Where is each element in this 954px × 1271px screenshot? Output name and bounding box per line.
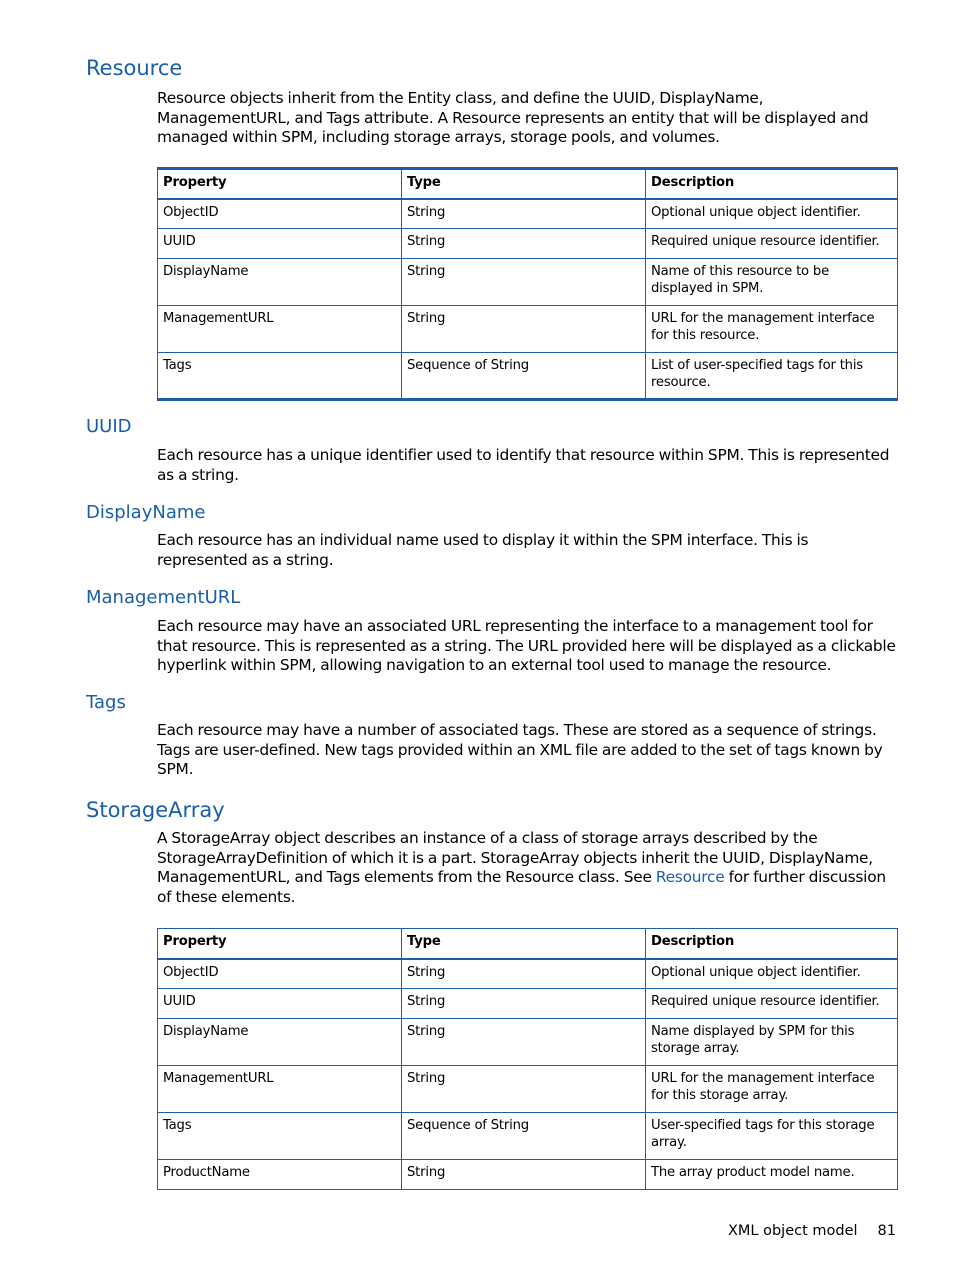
table-row <box>158 1113 898 1160</box>
resource-link[interactable]: Resource <box>655 868 725 887</box>
cell-description: URL for the management interface for this storage array. <box>646 1066 898 1113</box>
resource-properties-table <box>157 167 898 401</box>
cell-description: Name displayed by SPM for this storage array. <box>646 1019 898 1066</box>
table-header-row <box>158 929 898 959</box>
cell-property: UUID <box>158 989 402 1019</box>
header-type: Type <box>402 929 646 959</box>
displayname-text: Each resource has an individual name used to display it within the SPM interface. This is represented as a string. <box>157 531 809 569</box>
cell-description: URL for the management interface for this resource. <box>646 306 898 353</box>
storagearray-intro-text: A StorageArray object describes an instance of a class of storage arrays described by the StorageArrayDefinition of which it is a part. StorageArray objects inherit the UUID, DisplayName, ManagementURL, and Tags elements from the Resource class. See <box>157 829 873 887</box>
footer-section-title: XML object model <box>727 1223 858 1239</box>
heading-tags: Tags <box>86 692 126 713</box>
cell-type: String <box>402 989 646 1019</box>
table-header-row <box>158 169 898 199</box>
header-property: Property <box>158 169 402 199</box>
heading-storagearray: StorageArray <box>86 798 225 822</box>
cell-property: DisplayName <box>158 259 402 306</box>
uuid-text: Each resource has a unique identifier used to identify that resource within SPM. This is represented as a string. <box>157 446 890 484</box>
cell-property: ObjectID <box>158 199 402 229</box>
cell-property: Tags <box>158 1113 402 1160</box>
cell-description: Optional unique object identifier. <box>646 959 898 989</box>
cell-type: String <box>402 199 646 229</box>
storagearray-intro <box>157 829 899 907</box>
storagearray-intro-text-end: for further discussion of these elements. <box>157 868 886 906</box>
cell-property: ManagementURL <box>158 1066 402 1113</box>
cell-description: Name of this resource to be displayed in SPM. <box>646 259 898 306</box>
storagearray-properties-table <box>157 928 898 1190</box>
cell-property: ObjectID <box>158 959 402 989</box>
cell-type: String <box>402 306 646 353</box>
header-type: Type <box>402 169 646 199</box>
cell-type: String <box>402 1019 646 1066</box>
cell-type: Sequence of String <box>402 353 646 400</box>
table-row <box>158 1019 898 1066</box>
cell-description: Optional unique object identifier. <box>646 199 898 229</box>
header-description: Description <box>646 929 898 959</box>
resource-intro: Resource objects inherit from the Entity class, and define the UUID, DisplayName, ManagementURL, and Tags attribute. A Resource represents an entity that will be displayed and managed within SPM, including storage arrays, storage pools, and volumes. <box>157 89 869 147</box>
table-row <box>158 989 898 1019</box>
cell-description: List of user-specified tags for this resource. <box>646 353 898 400</box>
cell-type: String <box>402 229 646 259</box>
page-footer <box>700 1222 896 1240</box>
cell-description: The array product model name. <box>646 1160 898 1190</box>
header-property: Property <box>158 929 402 959</box>
table-row <box>158 1066 898 1113</box>
table-row <box>158 959 898 989</box>
heading-displayname: DisplayName <box>86 502 206 523</box>
cell-description: Required unique resource identifier. <box>646 989 898 1019</box>
table-row <box>158 199 898 229</box>
table-row <box>158 1160 898 1190</box>
cell-property: Tags <box>158 353 402 400</box>
page-number: 81 <box>877 1223 896 1239</box>
table-row <box>158 306 898 353</box>
cell-type: String <box>402 259 646 306</box>
heading-resource: Resource <box>86 56 183 80</box>
tags-text: Each resource may have a number of associated tags. These are stored as a sequence of strings. Tags are user-defined. New tags provided within an XML file are added to the set of tags known by SPM. <box>157 721 883 779</box>
cell-property: ProductName <box>158 1160 402 1190</box>
header-description: Description <box>646 169 898 199</box>
cell-property: ManagementURL <box>158 306 402 353</box>
table-row <box>158 259 898 306</box>
cell-type: String <box>402 959 646 989</box>
table-row <box>158 229 898 259</box>
managementurl-text: Each resource may have an associated URL representing the interface to a management tool for that resource. This is represented as a string. The URL provided here will be displayed as a clickable hyperlink within SPM, allowing navigation to an external tool used to manage the resource. <box>157 617 896 675</box>
cell-property: DisplayName <box>158 1019 402 1066</box>
cell-type: String <box>402 1066 646 1113</box>
cell-type: Sequence of String <box>402 1113 646 1160</box>
cell-description: User-specified tags for this storage array. <box>646 1113 898 1160</box>
cell-type: String <box>402 1160 646 1190</box>
heading-managementurl: ManagementURL <box>86 587 241 608</box>
table-row <box>158 353 898 400</box>
cell-description: Required unique resource identifier. <box>646 229 898 259</box>
heading-uuid: UUID <box>86 416 132 437</box>
cell-property: UUID <box>158 229 402 259</box>
